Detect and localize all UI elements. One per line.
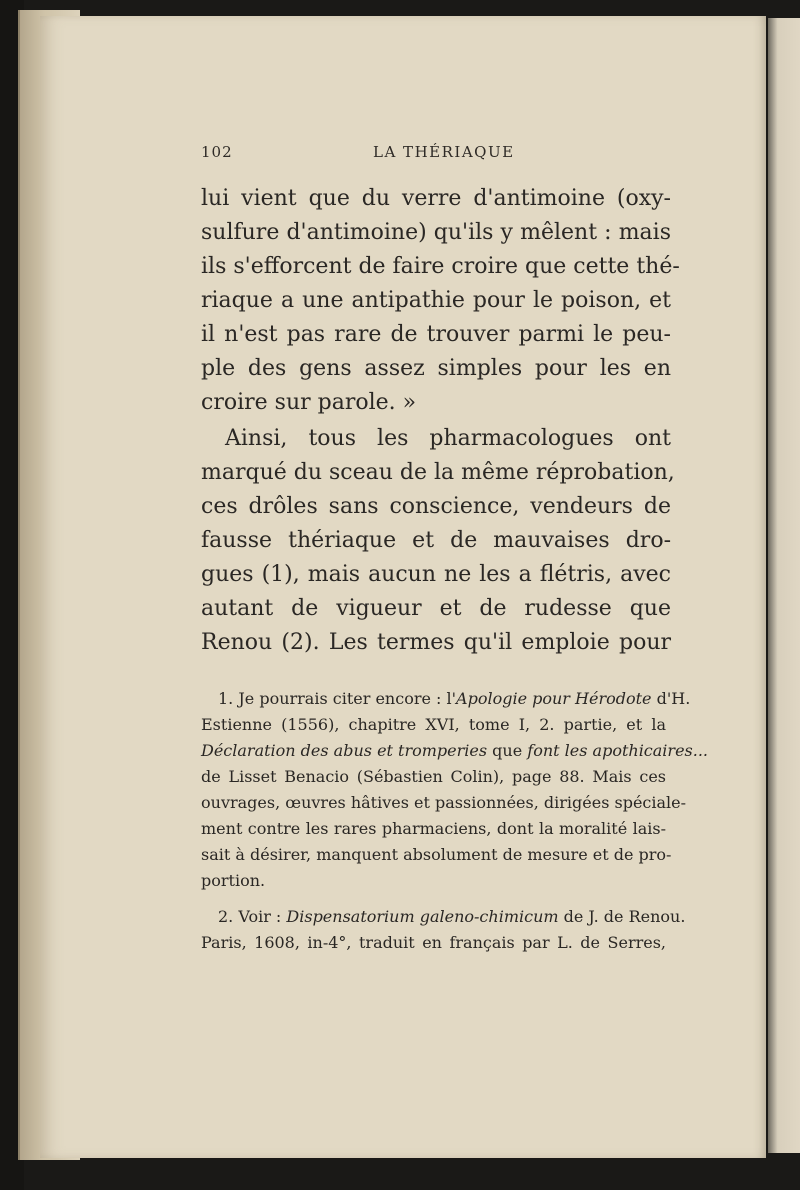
- body-line: Ainsi, tous les pharmacologues ont: [225, 426, 671, 451]
- page-number: 102: [201, 143, 233, 161]
- body-line: il n'est pas rare de trouver parmi le peu-: [201, 322, 671, 347]
- footnote-line: de Lisset Benacio (Sébastien Colin), page 88. Mais ces: [201, 767, 666, 786]
- body-line: riaque a une antipathie pour le poison, et: [201, 288, 671, 313]
- footnote-line: ouvrages, œuvres hâtives et passionnées, dirigées spéciale-: [201, 793, 687, 812]
- footnote-line: Paris, 1608, in-4°, traduit en français par L. de Serres,: [201, 933, 666, 952]
- body-line: croire sur parole. »: [201, 390, 417, 415]
- body-line: gues (1), mais aucun ne les a flétris, avec: [201, 562, 671, 587]
- footnote-line: Déclaration des abus et tromperies que font les apothicaires...: [201, 741, 709, 760]
- body-line: marqué du sceau de la même réprobation,: [201, 460, 675, 485]
- body-line: Renou (2). Les termes qu'il emploie pour: [201, 630, 671, 655]
- body-line: ces drôles sans conscience, vendeurs de: [201, 494, 671, 519]
- footnote-line: Estienne (1556), chapitre XVI, tome I, 2. partie, et la: [201, 715, 666, 734]
- page-header: [201, 143, 671, 167]
- running-title: LA THÉRIAQUE: [373, 143, 515, 161]
- body-line: autant de vigueur et de rudesse que: [201, 596, 671, 621]
- facing-page-edge: [768, 18, 800, 1153]
- body-line: ple des gens assez simples pour les en: [201, 356, 671, 381]
- footnote-line: portion.: [201, 871, 266, 890]
- body-line: ils s'efforcent de faire croire que cette thé-: [201, 254, 680, 279]
- footnote-line: 1. Je pourrais citer encore : l'Apologie pour Hérodote d'H.: [218, 689, 691, 708]
- body-line: sulfure d'antimoine) qu'ils y mêlent : mais: [201, 220, 671, 245]
- footnote-line: ment contre les rares pharmaciens, dont la moralité lais-: [201, 819, 666, 838]
- footnote-line: 2. Voir : Dispensatorium galeno-chimicum de J. de Renou.: [218, 907, 686, 926]
- body-line: fausse thériaque et de mauvaises dro-: [201, 528, 671, 553]
- body-line: lui vient que du verre d'antimoine (oxy-: [201, 186, 671, 211]
- footnote-line: sait à désirer, manquent absolument de mesure et de pro-: [201, 845, 672, 864]
